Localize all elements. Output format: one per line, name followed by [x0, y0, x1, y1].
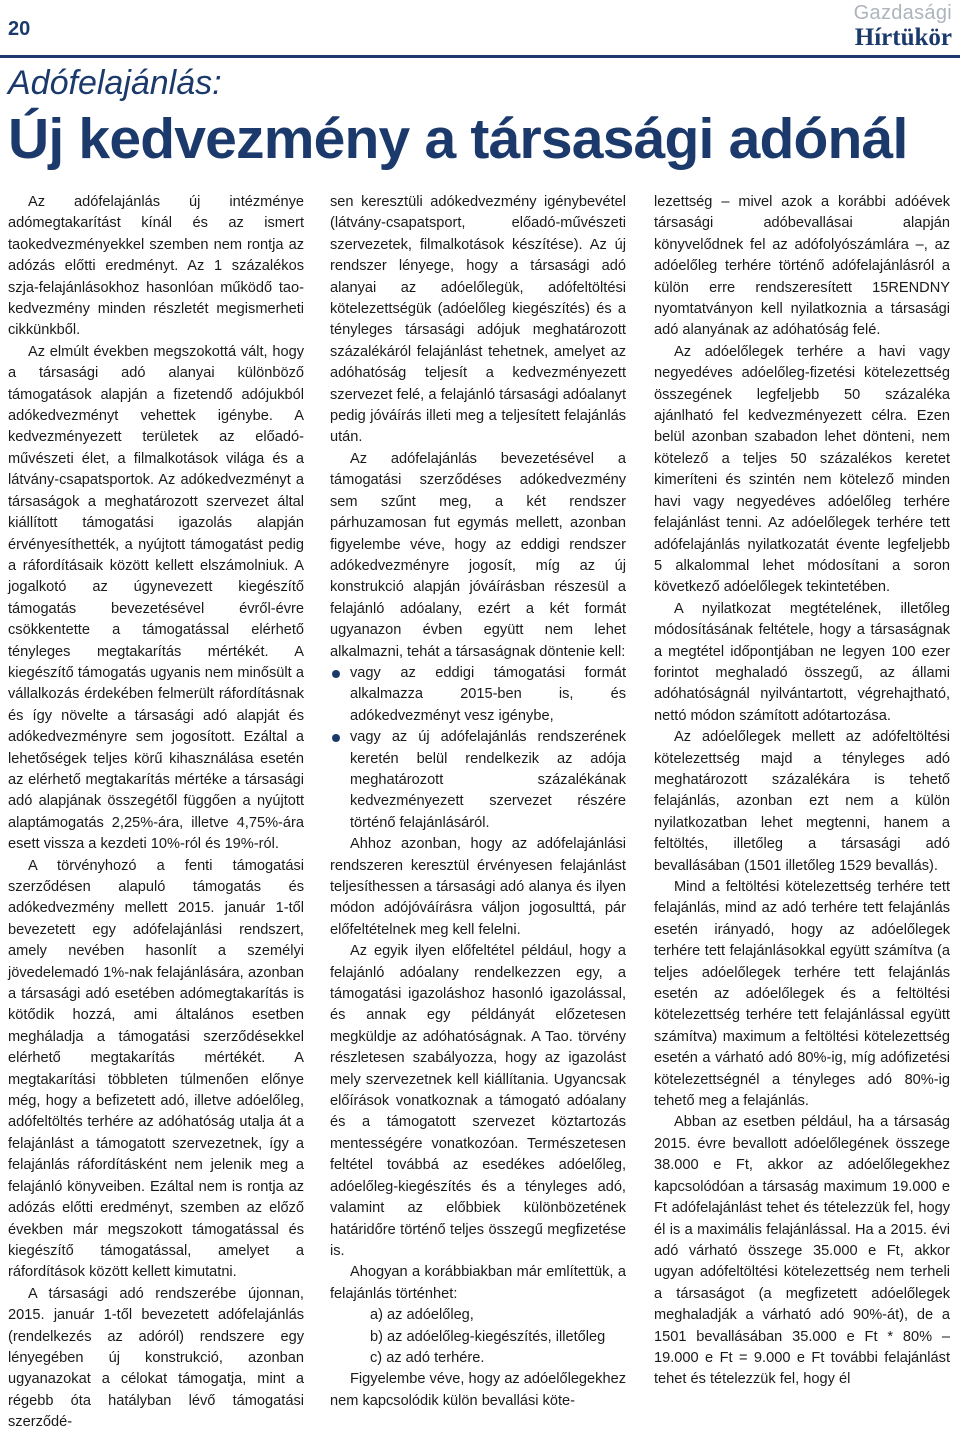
body-paragraph: A nyilatkozat megtételének, illetőleg módosításának feltétele, hogy a társaságnak a megtétel időpontjában ne legyen 100 ezer forintot meghaladó összegű, az állami adóhatóságnál nyilvántartott, végrehajtható, nettó módon számított adótartozása.	[654, 600, 950, 724]
list-item: a) az adóelőleg,	[370, 1307, 474, 1324]
body-paragraph: lezettség – mivel azok a korábbi adóévek társasági adóbevallásai alapján könyvelődnek fel az adófolyószámlára –, az adóelőleg terhére történő adófelajánlásról a külön erre rendszeresített 15RENDNY nyomtatványon kell nyilatkoznia a társasági adó alanyának az adóhatóság felé.	[654, 194, 950, 339]
article-kicker: Adófelajánlás:	[8, 64, 222, 102]
body-paragraph: Mind a feltöltési kötelezettség terhére tett felajánlás, mind az adó terhére tett felajánlás esetén irányadó, hogy az adóelőlegek terhére tett felajánlásokkal együtt számítva (a teljes adóelőlegek terhére tett felajánlás esetén az adóelőlegek és a feltöltési kötelezettség terhére tett felajánlással együtt számítva) maximum a feltöltési kötelezettség esetén a várható adó 80%-ig, míg adófizetési kötelezettségnél a tényleges adó 80%-ig tehető meg a felajánlás.	[654, 879, 950, 1110]
header-rule	[0, 55, 960, 58]
body-paragraph: Az adóelőlegek terhére a havi vagy negyedéves adóelőleg-fizetési kötelezettség összegének legfeljebb 50 százaléka ajánlható fel kedvezményezett célra. Ezen belül azonban szabadon lehet dönteni, nem kötelező a teljes 50 százalékos keretet kimeríteni és szintén nem kötelező minden havi vagy negyedéves adóelőleg terhére felajánlást tenni. Az adóelőlegek terhére tett adófelajánlás nyilatkozatát évente legfeljebb 5 alkalommal lehet módosítani a soron következő adóelőlegek tekintetében.	[654, 343, 950, 596]
lead-paragraph: Az adófelajánlás új intézménye adómegtakarítást kínál és az ismert taokedvezményekkel szemben nem rontja az adózás előtti eredményt. Az 1 százalékos szja-felajánlásokhoz hasonlóan működő tao-kedvezmény minden részletét megismerheti cikkünkből.	[8, 194, 304, 339]
body-paragraph: Abban az esetben például, ha a társaság 2015. évre bevallott adóelőlegének összege 38.000 e Ft, akkor az adóelőlegekhez kapcsolódóan a társaság maximum 19.000 e Ft adófelajánlást tehet és tételezzük fel, hogy él is a maximális felajánlással. Ha a 2015. évi adó várható összege 35.000 e Ft, akkor ugyan adófeltöltési kötelezettség nem terheli a társaságot (a megfizetett adóelőlegek meghaladják a várható adó 90%-át), de a 1501 bevallásában 35.000 e Ft * 80% – 19.000 e Ft = 9.000 e Ft további felajánlást tehet és tételezzük fel, hogy él	[654, 1114, 950, 1388]
bullet-list	[330, 663, 626, 834]
article-column-3	[654, 192, 950, 1391]
body-paragraph: Figyelembe véve, hogy az adóelőlegekhez nem kapcsolódik külön bevallási köte-	[330, 1371, 626, 1409]
article-headline: Új kedvezmény a társasági adónál	[8, 107, 908, 171]
list-item: c) az adó terhére.	[370, 1349, 485, 1366]
article-column-1	[8, 192, 304, 1434]
masthead-logo	[854, 2, 952, 52]
list-item: b) az adóelőleg-kiegészítés, illetőleg	[370, 1328, 606, 1345]
bullet-icon	[332, 734, 340, 742]
body-paragraph: Az adófelajánlás bevezetésével a támogatási szerződéses adókedvezmény sem szűnt meg, a két rendszer párhuzamosan fut egymás mellett, azonban figyelembe véve, hogy az eddigi rendszer adókedvezményre jogosít, míg az új konstrukció alapján jóváírásban részesül a felajánló adóalany, ezért a két formát ugyanazon évben együtt nem lehet alkalmazni, tehát a társaságnak döntenie kell:	[330, 450, 626, 660]
body-paragraph: Ahogyan a korábbiakban már említettük, a felajánlás történhet:	[330, 1264, 626, 1302]
body-paragraph: Az elmúlt években megszokottá vált, hogy a társasági adó alanyai különböző támogatások alapján a fizetendő adójukból adókedvezményt vehettek igénybe. A kedvezményezett területek az előadó-művészeti élet, a filmalkotások világa és a látvány-csapatsportok. Az adókedvezményt a társaságok a meghatározott szervezet által kiállított támogatási igazolás alapján érvényesíthették, a nyújtott támogatást pedig a ráfordításaik között kellett elszámolniuk. A jogalkotó az úgynevezett kiegészítő támogatás bevezetésével évről-évre csökkentette a támogatással elérhető tényleges megtakarítás mértékét. A kiegészítő támogatás ugyanis nem minősült a vállalkozás érdekében felmerült ráfordításnak és így növelte a társasági adó alapját és adókedvezményre sem jogosított. Ezáltal a lehetőségek teljes körű kihasználása esetén az elérhető megtakarítás mértéke a társasági adó alapjának összegétől függően a nyújtott alaptámogatás 2,25%-ára, illetve 4,75%-ára esett vissza a kezdeti 10%-ról és 19%-ról.	[8, 343, 304, 853]
body-paragraph: sen keresztüli adókedvezmény igénybevétel (látvány-csapatsport, előadó-művészeti szervezetek, filmalkotások készítése). Az új rendszer lényege, hogy a társasági adó alanyai az adóelőlegük, adófeltöltési kötelezettségük (adóelőleg kiegészítés) és a tényleges társasági adójuk meghatározott százalékáról felajánlást tehetnek, amelyet az adóhatóság teljesít a kedvezményezett szervezet felé, a felajánló társasági adóalanyt pedig jóváírás illeti meg a teljesített felajánlás után.	[330, 194, 626, 446]
masthead-top: Gazdasági	[853, 2, 952, 24]
body-paragraph: A társasági adó rendszerébe újonnan, 2015. január 1-től bevezetett adófelajánlás (rendelkezés az adóról) rendszere egy lényegében új konstrukció, azonban ugyanazokat a célokat támogatja, mint a régebb óta hatályban lévő támogatási szerződé-	[8, 1285, 304, 1431]
bullet-icon	[332, 670, 340, 678]
article-column-2	[330, 192, 626, 1412]
list-item	[330, 663, 626, 727]
body-paragraph: Az egyik ilyen előfeltétel például, hogy a felajánló adóalany rendelkezzen egy, a támogatási igazoláshoz hasonló igazolással, és annak egy példányát előzetesen megküldje az adóhatóságnak. A Tao. törvény részletesen szabályozza, hogy az igazolást mely szervezetnek kell kiállítania. Ugyancsak előírások vonatkoznak a támogató adóalany és a támogatott szervezet köztartozás mentességére vonatkozóan. Természetesen feltétel továbbá az esedékes adóelőleg, adóelőleg-kiegészítés és a tényleges adó, valamint az előbbiek különbözetének határidőre történő teljes összegű megfizetése is.	[330, 943, 626, 1259]
body-paragraph: A törvényhozó a fenti támogatási szerződésen alapuló támogatás és adókedvezmény mellett 2015. január 1-től bevezetett egy adófelajánlási rendszert, amely nevében hasonlít a személyi jövedelemadó 1%-nak felajánlására, azonban a társasági adó esetében adómegtakarítás is kötődik hozzá, ami általános esetben megháladja a támogatási szerződésekkel elérhető megtakarítás mértékét. A megtakarítási többleten túlmenően előnye még, hogy a befizetett adó, illetve adóelőleg, adófeltöltés terhére az adóhatóság utalja át a felajánlást a támogatott szervezetnek, így a felajánlás ráfordításként nem jelenik meg a felajánló könyveiben. Ezáltal nem is rontja az adózás előtti eredményt, szemben az előző években már megszokott támogatással és kiegészítő támogatással, amelyet a ráfordítások között kellett kimutatni.	[8, 857, 304, 1281]
list-item-text: vagy az új adófelajánlás rendszerének keretén belül rendelkezik az adója meghatározott százalékának kedvezményezett szervezet részére történő felajánlásáról.	[350, 729, 626, 831]
page-number: 20	[8, 18, 31, 40]
masthead-bottom: Hírtükör	[854, 24, 952, 51]
list-item	[330, 727, 626, 834]
list-item-text: vagy az eddigi támogatási formát alkalmazza 2015-ben is, és adókedvezményt vesz igénybe,	[350, 664, 626, 724]
body-paragraph: Ahhoz azonban, hogy az adófelajánlási rendszeren keresztül érvényesen felajánlást teljesíthessen a társasági adó alanya és ilyen módon adójóváírásra váljon jogosulttá, pár előfeltételnek meg kell felelni.	[330, 836, 626, 938]
body-paragraph: Az adóelőlegek mellett az adófeltöltési kötelezettség majd a tényleges adó meghatározott százalékára is tehető felajánlás, azonban ezt nem a külön nyilatkozatban lehet megtenni, hanem a feltöltés, illetőleg a társasági adó bevallásában (1501 illetőleg 1529 bevallás).	[654, 729, 950, 874]
page-header	[0, 0, 960, 56]
